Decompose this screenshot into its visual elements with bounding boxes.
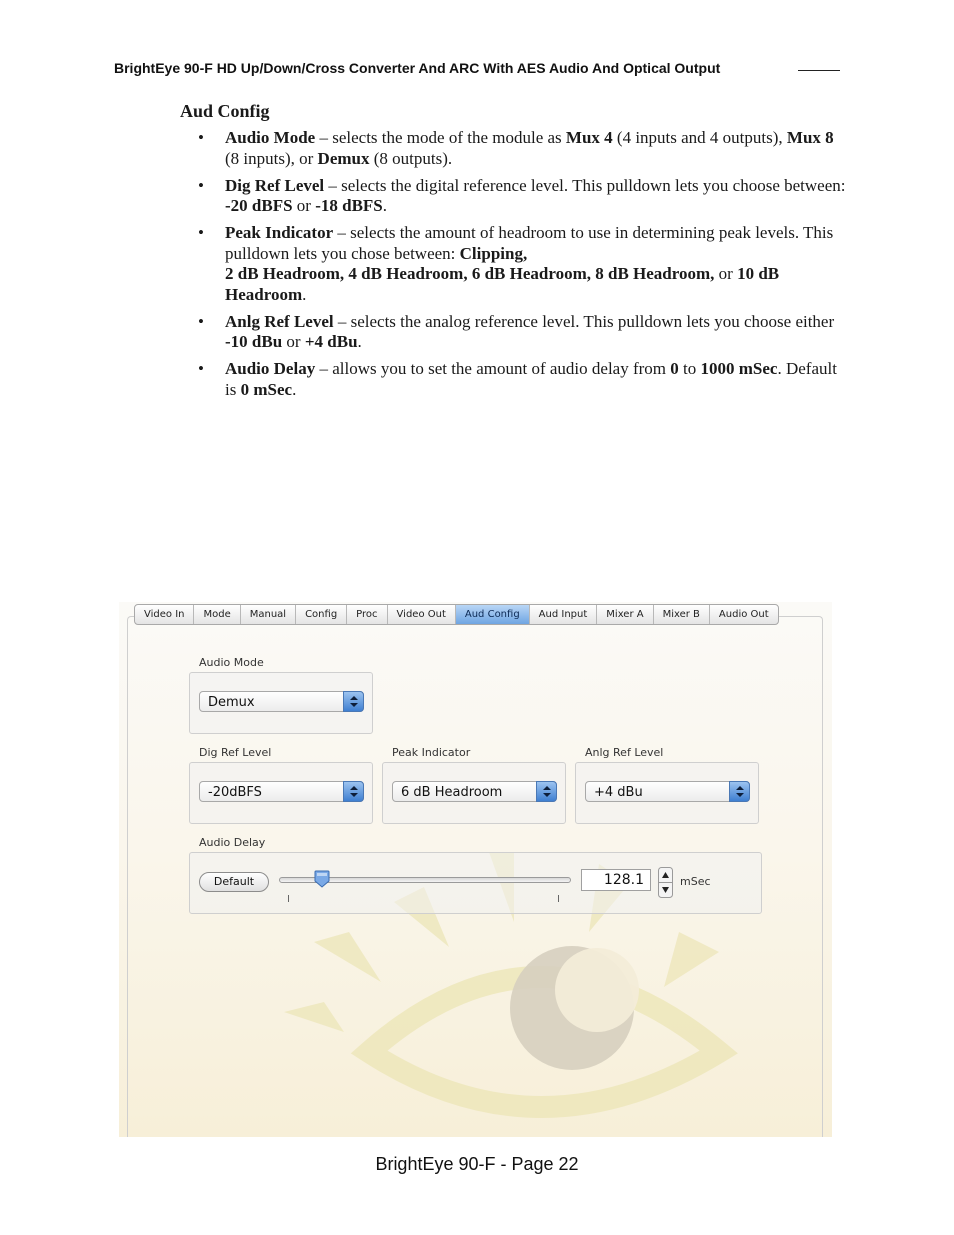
peak-indicator-value: 6 dB Headroom — [401, 785, 503, 800]
delay-value-input[interactable]: 128.1 — [581, 869, 651, 891]
delay-unit-label: mSec — [680, 875, 711, 888]
option-list — [196, 128, 846, 407]
default-button[interactable]: Default — [199, 872, 269, 892]
list-item: • Anlg Ref Level – selects the analog reference level. This pulldown lets you choose either -10 dBu or +4 dBu. — [198, 311, 835, 351]
tab-aud-input[interactable]: Aud Input — [530, 605, 598, 624]
list-item: • Audio Mode – selects the mode of the module as Mux 4 (4 inputs and 4 outputs), Mux 8 (8 inputs), or Demux (8 outputs). — [198, 128, 834, 168]
list-item-text: Anlg Ref Level – selects the analog reference level. This pulldown lets you choose either -10 dBu or +4 dBu. — [225, 311, 835, 351]
list-item-text: Dig Ref Level – selects the digital reference level. This pulldown lets you choose between: -20 dBFS or -18 dBFS. — [225, 175, 846, 215]
slider-tick-min — [288, 895, 289, 902]
audio-mode-label: Audio Mode — [199, 656, 264, 669]
aud-config-screenshot — [119, 602, 832, 1137]
section-title: Aud Config — [180, 101, 270, 121]
tab-bar — [134, 604, 779, 625]
tab-mode[interactable]: Mode — [194, 605, 240, 624]
anlg-ref-level-select[interactable] — [585, 781, 750, 802]
tab-video-out[interactable]: Video Out — [388, 605, 456, 624]
delay-stepper[interactable] — [658, 867, 673, 898]
anlg-ref-level-label: Anlg Ref Level — [585, 746, 664, 759]
audio-delay-label: Audio Delay — [199, 836, 266, 849]
popup-arrows-icon — [536, 781, 557, 802]
delay-slider-thumb[interactable] — [314, 870, 330, 888]
anlg-ref-level-value: +4 dBu — [594, 785, 643, 800]
audio-delay-group — [189, 852, 762, 914]
list-item: • Audio Delay – allows you to set the amount of audio delay from 0 to 1000 mSec. Default is 0 mSec. — [198, 359, 837, 399]
peak-indicator-label: Peak Indicator — [392, 746, 471, 759]
tab-video-in[interactable]: Video In — [135, 605, 194, 624]
dig-ref-level-label: Dig Ref Level — [199, 746, 272, 759]
audio-mode-value: Demux — [208, 695, 255, 710]
tab-proc[interactable]: Proc — [347, 605, 387, 624]
dig-ref-level-value: -20dBFS — [208, 785, 262, 800]
popup-arrows-icon — [343, 691, 364, 712]
page-footer: BrightEye 90-F - Page 22 — [375, 1154, 579, 1174]
peak-indicator-select[interactable] — [392, 781, 557, 802]
tab-mixer-a[interactable]: Mixer A — [597, 605, 653, 624]
list-item: • Peak Indicator – selects the amount of headroom to use in determining peak levels. This pulldown lets you chose between: Clipping, 2 dB Headroom, 4 dB Headroom, 6 dB Headroom, 8 dB Headroom, or 10 dB Headroom. — [198, 223, 834, 304]
list-item-text: Audio Mode – selects the mode of the module as Mux 4 (4 inputs and 4 outputs), Mux 8 (8 inputs), or Demux (8 outputs). — [225, 128, 834, 168]
tab-config[interactable]: Config — [296, 605, 347, 624]
slider-tick-max — [558, 895, 559, 902]
dig-ref-level-select[interactable] — [199, 781, 364, 802]
tab-audio-out[interactable]: Audio Out — [718, 609, 769, 620]
popup-arrows-icon — [729, 781, 750, 802]
list-item-text: Peak Indicator – selects the amount of headroom to use in determining peak levels. This pulldown lets you chose between: Clipping, 2 dB Headroom, 4 dB Headroom, 6 dB Headroom, 8 dB Headroom, or 10 dB Headroom. — [225, 223, 834, 304]
list-item: • Dig Ref Level – selects the digital reference level. This pulldown lets you choose between: -20 dBFS or -18 dBFS. — [198, 175, 846, 215]
tab-manual[interactable]: Manual — [241, 605, 296, 624]
tab-mixer-b[interactable]: Mixer B — [654, 605, 710, 624]
audio-mode-select[interactable] — [199, 691, 364, 712]
tab-aud-config[interactable]: Aud Config — [456, 605, 530, 624]
running-header: BrightEye 90-F HD Up/Down/Cross Converter And ARC With AES Audio And Optical Output — [114, 60, 721, 76]
popup-arrows-icon — [343, 781, 364, 802]
header-rule — [798, 70, 840, 71]
list-item-text: Audio Delay – allows you to set the amount of audio delay from 0 to 1000 mSec. Default is 0 mSec. — [225, 359, 837, 399]
